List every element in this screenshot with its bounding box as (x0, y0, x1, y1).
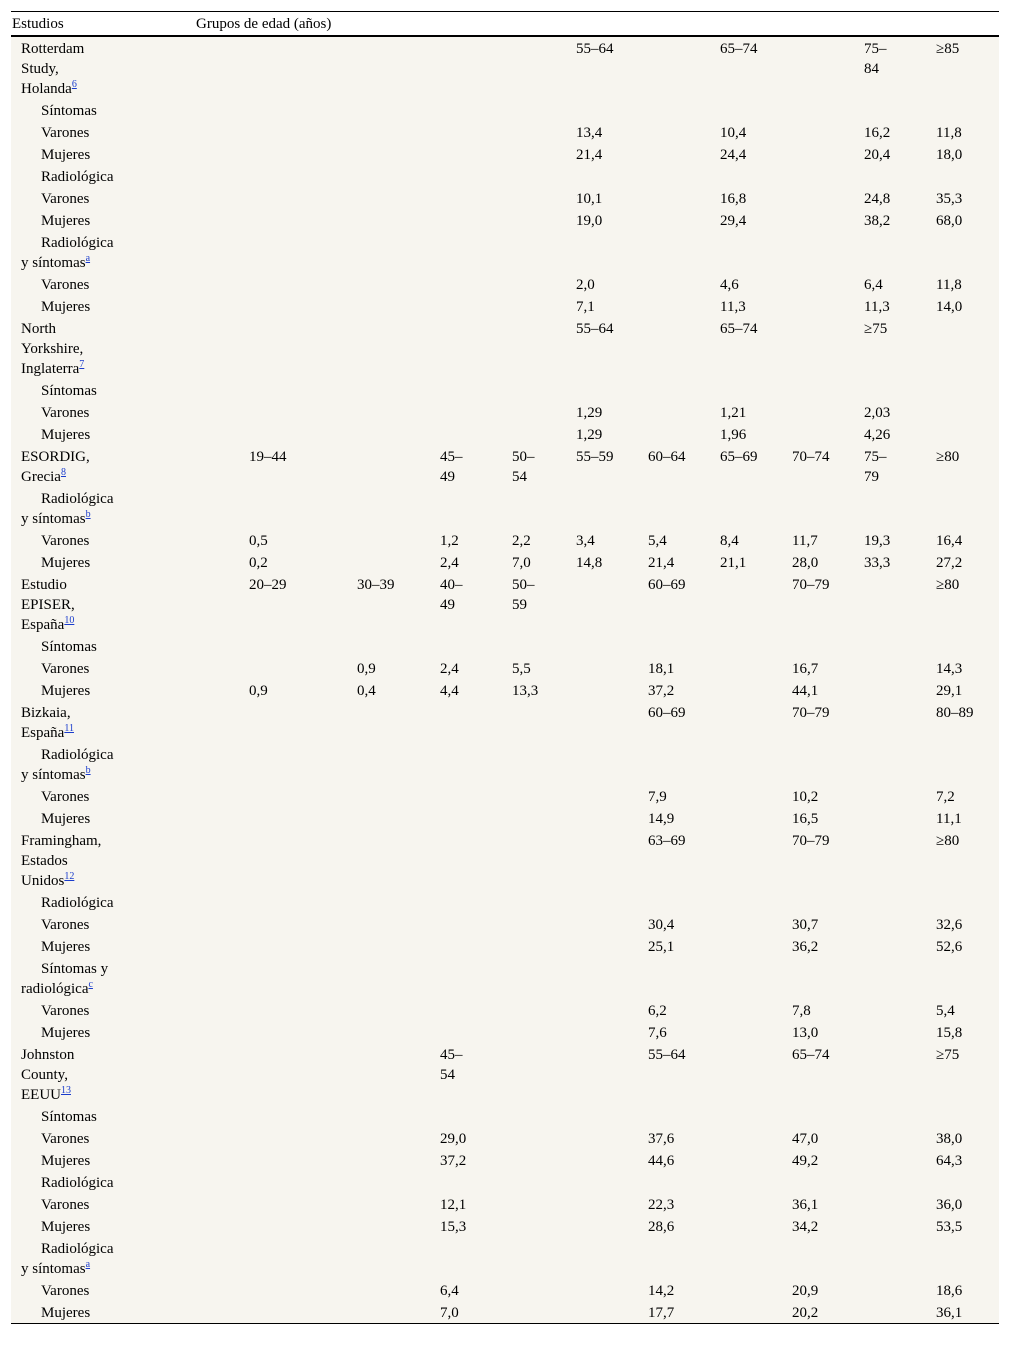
row-label-text: Radiológica (41, 1175, 114, 1191)
value-cell: 10,2 (792, 789, 819, 805)
row-label (41, 425, 90, 445)
row-label (41, 211, 90, 231)
value-cell: 30,7 (792, 917, 819, 933)
value-cell: 20–29 (249, 577, 287, 593)
table-row (11, 913, 999, 935)
table-row (11, 37, 999, 99)
value-cell: 20,9 (792, 1283, 819, 1299)
row-label (21, 1239, 121, 1279)
value-cell: 0,2 (249, 555, 268, 571)
table-row (11, 165, 999, 187)
value-cell: 11,1 (936, 811, 962, 827)
value-cell: 25,1 (648, 939, 675, 955)
value-cell: 10,4 (720, 125, 747, 141)
row-label (41, 1303, 90, 1323)
row-label (41, 681, 90, 701)
value-cell: ≥80 (936, 833, 960, 849)
value-cell: 80–89 (936, 705, 974, 721)
footnote-link[interactable]: a (85, 1259, 91, 1270)
row-label-text: Mujeres (41, 811, 91, 827)
table-row (11, 657, 999, 679)
row-label (41, 637, 97, 657)
row-label-text: Mujeres (41, 427, 91, 443)
value-cell: 7,8 (792, 1003, 811, 1019)
value-cell: 19–44 (249, 449, 287, 465)
value-cell: ≥80 (936, 577, 960, 593)
table-row (11, 273, 999, 295)
table-row (11, 487, 999, 529)
row-label (41, 123, 89, 143)
table-row (11, 957, 999, 999)
row-label-text: Mujeres (41, 147, 91, 163)
row-label-text: Radiológica (41, 169, 114, 185)
value-cell: 53,5 (936, 1219, 963, 1235)
value-cell: 4,6 (720, 277, 739, 293)
value-cell: 27,2 (936, 555, 963, 571)
row-label (41, 381, 97, 401)
value-cell: 30,4 (648, 917, 675, 933)
value-cell: 4,4 (440, 683, 459, 699)
value-cell: 1,96 (720, 427, 747, 443)
value-cell: 36,0 (936, 1197, 963, 1213)
value-cell: 14,2 (648, 1283, 675, 1299)
row-label (41, 531, 89, 551)
value-cell: 7,0 (512, 555, 531, 571)
table-row (11, 1149, 999, 1171)
value-cell: 20,2 (792, 1305, 819, 1321)
row-label (21, 959, 121, 999)
value-cell: 7,6 (648, 1025, 667, 1041)
table-row (11, 317, 999, 379)
value-cell: 30–39 (357, 577, 395, 593)
value-cell: 70–74 (792, 449, 830, 465)
table-row (11, 935, 999, 957)
row-label-text: Mujeres (41, 683, 91, 699)
value-cell: 16,4 (936, 533, 963, 549)
table-row (11, 573, 999, 635)
value-cell: 16,7 (792, 661, 819, 677)
value-cell: 22,3 (648, 1197, 675, 1213)
value-cell: 44,6 (648, 1153, 675, 1169)
table-row (11, 1021, 999, 1043)
value-cell: 5,5 (512, 661, 531, 677)
value-cell: 68,0 (936, 213, 963, 229)
table-row (11, 1301, 999, 1323)
row-label (21, 233, 121, 273)
value-cell: 38,2 (864, 213, 891, 229)
row-label (41, 1173, 113, 1193)
row-label-text: Bizkaia, España (21, 705, 71, 741)
value-cell: 64,3 (936, 1153, 963, 1169)
row-label (41, 1195, 89, 1215)
value-cell: 65–74 (792, 1047, 830, 1063)
value-cell: ≥75 (936, 1047, 960, 1063)
table-row (11, 679, 999, 701)
table-row (11, 401, 999, 423)
table-body (11, 37, 999, 1324)
table-row (11, 187, 999, 209)
row-label-text: Varones (41, 125, 90, 141)
row-label-text: Síntomas y radiológica (21, 961, 109, 997)
prevalence-table (11, 11, 999, 1324)
value-cell: 70–79 (792, 705, 830, 721)
row-label (41, 1281, 89, 1301)
header-studies: Estudios (12, 16, 64, 32)
value-cell: 55–64 (576, 321, 614, 337)
row-label (41, 553, 90, 573)
value-cell: 11,7 (792, 533, 818, 549)
value-cell: 37,2 (648, 683, 675, 699)
row-label-text: Rotterdam Study, Holanda (21, 41, 85, 97)
value-cell: 60–64 (648, 449, 686, 465)
value-cell: ≥80 (936, 449, 960, 465)
value-cell: 16,8 (720, 191, 747, 207)
row-label-text: Radiológica y síntomas (21, 491, 114, 527)
value-cell: 11,8 (936, 277, 962, 293)
row-label (41, 1129, 89, 1149)
value-cell: 65–74 (720, 321, 758, 337)
value-cell: 15,8 (936, 1025, 963, 1041)
value-cell: 60–69 (648, 577, 686, 593)
footnote-link[interactable]: 6 (71, 79, 77, 90)
value-cell: ≥85 (936, 41, 960, 57)
row-label (41, 403, 89, 423)
row-label-text: Síntomas (41, 103, 97, 119)
row-label (41, 893, 113, 913)
table-row (11, 529, 999, 551)
table-row (11, 891, 999, 913)
value-cell: 18,6 (936, 1283, 963, 1299)
value-cell: 34,2 (792, 1219, 819, 1235)
value-cell: 45–49 (440, 449, 463, 485)
row-label (41, 167, 113, 187)
row-label-text: Síntomas (41, 383, 97, 399)
value-cell: 29,0 (440, 1131, 467, 1147)
table-row (11, 807, 999, 829)
row-label-text: Radiológica y síntomas (21, 747, 114, 783)
value-cell: 36,1 (936, 1305, 963, 1321)
value-cell: 14,8 (576, 555, 603, 571)
value-cell: 0,5 (249, 533, 268, 549)
row-label-text: Varones (41, 661, 90, 677)
row-label (21, 745, 121, 785)
value-cell: 0,9 (357, 661, 376, 677)
value-cell: 13,3 (512, 683, 539, 699)
value-cell: 0,9 (249, 683, 268, 699)
row-label-text: Mujeres (41, 1305, 91, 1321)
value-cell: 1,2 (440, 533, 459, 549)
row-label (21, 831, 102, 891)
footnote-link[interactable]: 7 (79, 359, 85, 370)
value-cell: 8,4 (720, 533, 739, 549)
footnote-link[interactable]: c (88, 979, 93, 990)
value-cell: 11,3 (864, 299, 890, 315)
footnote-link[interactable]: 12 (64, 871, 75, 882)
value-cell: 12,1 (440, 1197, 467, 1213)
value-cell: 70–79 (792, 577, 830, 593)
row-label (21, 39, 99, 99)
value-cell: 32,6 (936, 917, 963, 933)
row-label-text: Mujeres (41, 939, 91, 955)
row-label (21, 703, 99, 743)
value-cell: 63–69 (648, 833, 686, 849)
value-cell: 24,8 (864, 191, 891, 207)
value-cell: 7,0 (440, 1305, 459, 1321)
table-row (11, 445, 999, 487)
row-label-text: Mujeres (41, 1025, 91, 1041)
value-cell: 7,2 (936, 789, 955, 805)
value-cell: 29,4 (720, 213, 747, 229)
value-cell: 6,4 (864, 277, 883, 293)
value-cell: 0,4 (357, 683, 376, 699)
value-cell: 28,0 (792, 555, 819, 571)
value-cell: 19,0 (576, 213, 603, 229)
row-label-text: Síntomas (41, 639, 97, 655)
value-cell: 60–69 (648, 705, 686, 721)
row-label (21, 1045, 99, 1105)
row-label (21, 319, 99, 379)
footnote-link[interactable]: 11 (64, 723, 74, 734)
row-label-text: Radiológica (41, 895, 114, 911)
footnote-link[interactable]: b (85, 765, 91, 776)
row-label-text: North Yorkshire, Inglaterra (21, 321, 84, 377)
row-label (41, 1217, 90, 1237)
row-label-text: Radiológica y síntomas (21, 235, 114, 271)
value-cell: 36,2 (792, 939, 819, 955)
value-cell: 36,1 (792, 1197, 819, 1213)
value-cell: 21,4 (648, 555, 675, 571)
row-label-text: Mujeres (41, 1219, 91, 1235)
row-label-text: Estudio EPISER, España (21, 577, 75, 633)
row-label-text: Varones (41, 1003, 90, 1019)
value-cell: 21,4 (576, 147, 603, 163)
value-cell: 55–64 (576, 41, 614, 57)
table-header (11, 11, 999, 37)
value-cell: 1,21 (720, 405, 747, 421)
value-cell: 5,4 (648, 533, 667, 549)
value-cell: 52,6 (936, 939, 963, 955)
table-row (11, 379, 999, 401)
value-cell: 50–59 (512, 577, 535, 613)
row-label (41, 1107, 97, 1127)
value-cell: 37,2 (440, 1153, 467, 1169)
value-cell: ≥75 (864, 321, 888, 337)
value-cell: 15,3 (440, 1219, 467, 1235)
value-cell: 7,1 (576, 299, 595, 315)
value-cell: 5,4 (936, 1003, 955, 1019)
table-row (11, 423, 999, 445)
row-label-text: Mujeres (41, 299, 91, 315)
row-label (41, 1151, 90, 1171)
table-row (11, 829, 999, 891)
table-row (11, 635, 999, 657)
table-row (11, 231, 999, 273)
row-label-text: Síntomas (41, 1109, 97, 1125)
row-label (41, 809, 90, 829)
value-cell: 16,5 (792, 811, 819, 827)
table-row (11, 999, 999, 1021)
value-cell: 13,0 (792, 1025, 819, 1041)
row-label (21, 489, 121, 529)
table-row (11, 1193, 999, 1215)
value-cell: 45–54 (440, 1047, 463, 1083)
row-label-text: Varones (41, 1283, 90, 1299)
table-row (11, 121, 999, 143)
value-cell: 17,7 (648, 1305, 675, 1321)
value-cell: 65–69 (720, 449, 758, 465)
table-row (11, 551, 999, 573)
row-label-text: Varones (41, 917, 90, 933)
footnote-link[interactable]: 8 (60, 467, 66, 478)
table-row (11, 1237, 999, 1279)
row-label (41, 937, 90, 957)
row-label-text: Mujeres (41, 555, 91, 571)
value-cell: 29,1 (936, 683, 963, 699)
table-row (11, 1105, 999, 1127)
row-label-text: Mujeres (41, 213, 91, 229)
value-cell: 6,2 (648, 1003, 667, 1019)
value-cell: 1,29 (576, 427, 603, 443)
row-label-text: Mujeres (41, 1153, 91, 1169)
value-cell: 16,2 (864, 125, 891, 141)
footnote-link[interactable]: a (85, 253, 91, 264)
value-cell: 11,8 (936, 125, 962, 141)
value-cell: 21,1 (720, 555, 747, 571)
row-label (41, 297, 90, 317)
value-cell: 40–49 (440, 577, 463, 613)
table-row (11, 1127, 999, 1149)
row-label (41, 787, 89, 807)
row-label (41, 659, 89, 679)
table-row (11, 209, 999, 231)
table-row (11, 1043, 999, 1105)
row-label (41, 145, 90, 165)
value-cell: 18,1 (648, 661, 675, 677)
row-label-text: Varones (41, 405, 90, 421)
value-cell: 33,3 (864, 555, 891, 571)
row-label-text: Radiológica y síntomas (21, 1241, 114, 1277)
table-row (11, 143, 999, 165)
value-cell: 10,1 (576, 191, 603, 207)
table-row (11, 785, 999, 807)
row-label-text: Varones (41, 1197, 90, 1213)
row-label (41, 915, 89, 935)
row-label (21, 447, 99, 487)
value-cell: 2,0 (576, 277, 595, 293)
value-cell: 2,4 (440, 661, 459, 677)
footnote-link[interactable]: 13 (61, 1085, 71, 1096)
value-cell: 2,03 (864, 405, 891, 421)
table-row (11, 743, 999, 785)
value-cell: 55–59 (576, 449, 614, 465)
value-cell: 65–74 (720, 41, 758, 57)
row-label (41, 101, 97, 121)
value-cell: 75–79 (864, 449, 887, 485)
value-cell: 50–54 (512, 449, 535, 485)
value-cell: 55–64 (648, 1047, 686, 1063)
row-label-text: ESORDIG, Grecia (21, 449, 90, 485)
row-label-text: Varones (41, 789, 90, 805)
value-cell: 35,3 (936, 191, 963, 207)
row-label-text: Varones (41, 191, 90, 207)
value-cell: 1,29 (576, 405, 603, 421)
header-age-groups: Grupos de edad (años) (196, 16, 332, 32)
row-label (41, 1023, 90, 1043)
value-cell: 11,3 (720, 299, 746, 315)
value-cell: 28,6 (648, 1219, 675, 1235)
row-label (41, 1001, 89, 1021)
value-cell: 4,26 (864, 427, 891, 443)
value-cell: 2,2 (512, 533, 531, 549)
table-row (11, 1279, 999, 1301)
table-row (11, 1171, 999, 1193)
row-label-text: Varones (41, 1131, 90, 1147)
value-cell: 7,9 (648, 789, 667, 805)
table-row (11, 295, 999, 317)
table-row (11, 701, 999, 743)
value-cell: 14,3 (936, 661, 963, 677)
footnote-link[interactable]: 10 (64, 615, 75, 626)
footnote-link[interactable]: b (85, 509, 91, 520)
row-label (41, 189, 89, 209)
row-label-text: Johnston County, EEUU (21, 1047, 75, 1103)
table-row (11, 99, 999, 121)
value-cell: 20,4 (864, 147, 891, 163)
row-label (41, 275, 89, 295)
value-cell: 14,0 (936, 299, 963, 315)
value-cell: 6,4 (440, 1283, 459, 1299)
value-cell: 44,1 (792, 683, 819, 699)
value-cell: 70–79 (792, 833, 830, 849)
value-cell: 49,2 (792, 1153, 819, 1169)
row-label (21, 575, 99, 635)
value-cell: 19,3 (864, 533, 891, 549)
value-cell: 2,4 (440, 555, 459, 571)
value-cell: 38,0 (936, 1131, 963, 1147)
value-cell: 18,0 (936, 147, 963, 163)
table-row (11, 1215, 999, 1237)
value-cell: 13,4 (576, 125, 603, 141)
value-cell: 47,0 (792, 1131, 819, 1147)
value-cell: 75–84 (864, 41, 887, 77)
value-cell: 14,9 (648, 811, 675, 827)
row-label-text: Varones (41, 277, 90, 293)
value-cell: 3,4 (576, 533, 595, 549)
value-cell: 37,6 (648, 1131, 675, 1147)
row-label-text: Framingham, Estados Unidos (21, 833, 102, 889)
row-label-text: Varones (41, 533, 90, 549)
value-cell: 24,4 (720, 147, 747, 163)
